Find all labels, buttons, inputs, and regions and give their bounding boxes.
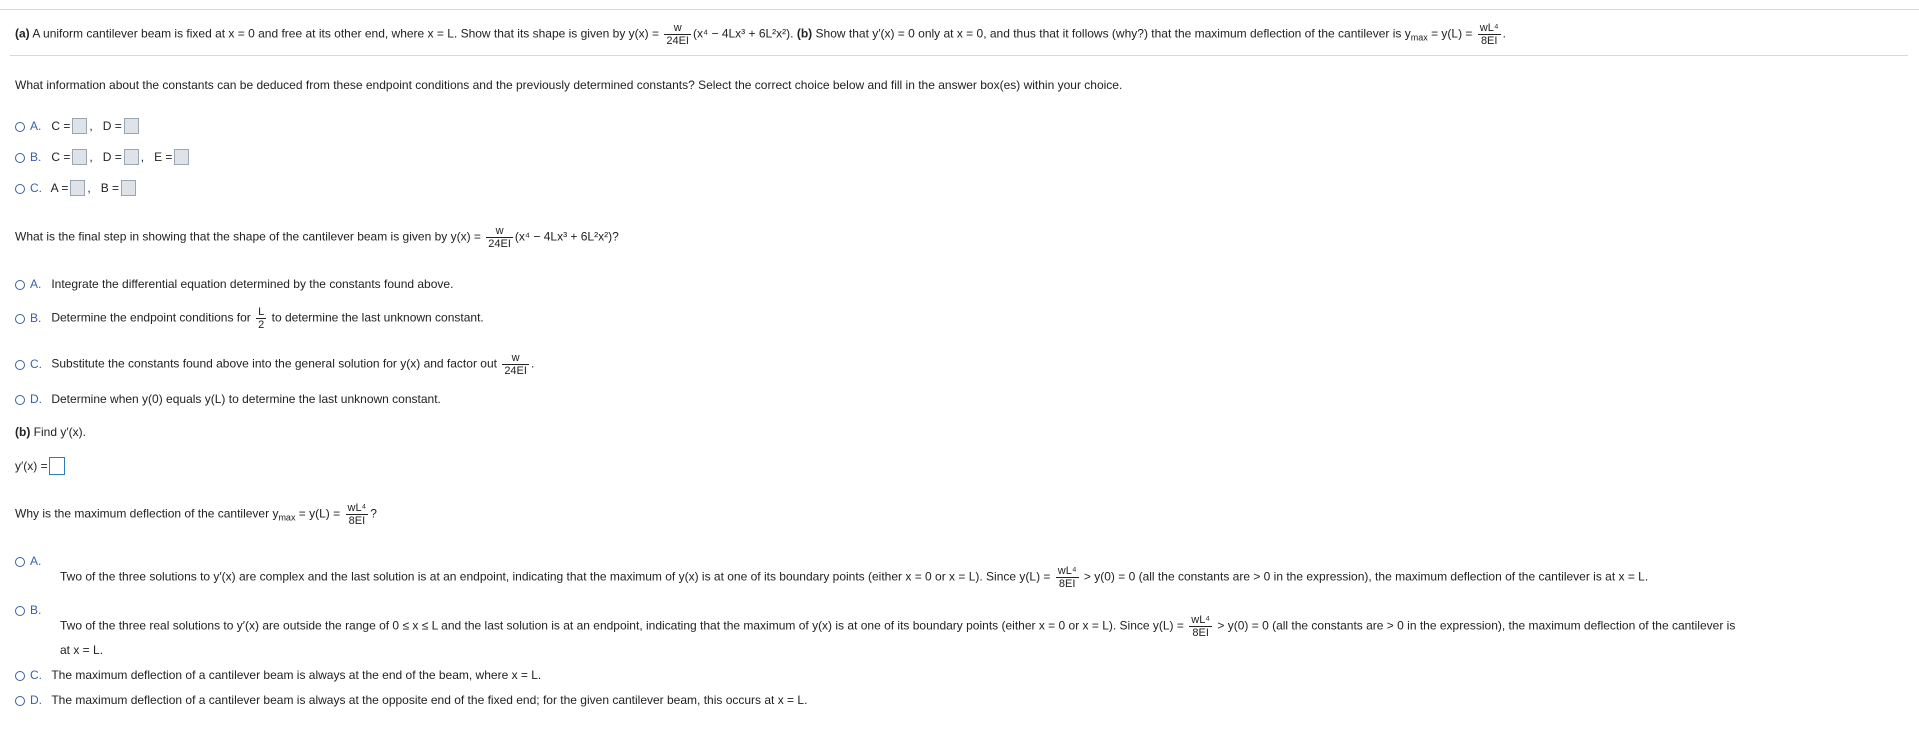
fraction-w-24ei: $\frac{w}{24EI}$ bbox=[666, 22, 689, 47]
answer-box-b[interactable] bbox=[121, 180, 136, 196]
radio-button[interactable] bbox=[15, 184, 25, 194]
part-b-text-2: = y(L) = bbox=[1431, 26, 1473, 41]
radio-button[interactable] bbox=[15, 557, 25, 567]
part-b-label: (b) bbox=[796, 26, 813, 41]
fraction-wl4-8ei: $\frac{\text{wL⁴}}{8EI}$ bbox=[1191, 614, 1211, 639]
part-a-text: A uniform cantilever beam is fixed at x = 0 and free at its other end, where x = L. Show that its shape is given by y(x) = bbox=[32, 26, 659, 41]
answer-box-d[interactable] bbox=[124, 118, 139, 134]
q2-option-d[interactable]: D. Determine when y(0) equals y(L) to determine the last unknown constant. bbox=[15, 391, 441, 407]
section-divider bbox=[10, 55, 1908, 56]
answer-box-e[interactable] bbox=[174, 149, 189, 165]
q1-option-c[interactable]: C. A = , B = bbox=[15, 180, 138, 196]
q2-option-c[interactable]: C. Substitute the constants found above into the general solution for y(x) and factor out $\frac{w}{24EI}$ . bbox=[15, 352, 534, 377]
derivative-answer-input[interactable] bbox=[49, 457, 65, 475]
radio-button[interactable] bbox=[15, 122, 25, 132]
fraction-w-24ei: $\frac{w}{24EI}$ bbox=[504, 352, 527, 377]
q3-prompt: (b) Find y′(x). bbox=[15, 425, 86, 439]
q1-option-b[interactable]: B. C = , D = , E = bbox=[15, 149, 191, 165]
q2-prompt: What is the final step in showing that the shape of the cantilever beam is given by y(x) = $\frac{w}{24EI}$ (x⁴ − 4Lx³ + 6L²x²)? bbox=[15, 225, 619, 250]
q2-option-a[interactable]: A. Integrate the differential equation determined by the constants found above. bbox=[15, 276, 453, 292]
fraction-wl4-8ei: $\frac{\text{wL⁴}}{8EI}$ bbox=[1479, 22, 1499, 47]
radio-button[interactable] bbox=[15, 696, 25, 706]
part-a-label: (a) bbox=[15, 26, 30, 41]
q4-prompt: Why is the maximum deflection of the cantilever $y_{max} = y(L)$ = $\frac{\text{wL⁴}}{8EI}$ ? bbox=[15, 502, 377, 527]
top-divider bbox=[0, 9, 1919, 10]
problem-statement: (a) A uniform cantilever beam is fixed at x = 0 and free at its other end, where x = L. Show that its shape is given by y(x) = $\frac{w}{24EI}$ (x⁴ − 4Lx³ + 6L²x²). (b) Show that y′(x) = 0 only at x = 0, and thus that it follows (why?) that the maximum deflection of the cantilever is $y_{max} = y(L)$ = $\frac{\text{wL⁴}}{8EI}$ . bbox=[15, 22, 1506, 47]
q4-option-b-header[interactable]: B. bbox=[15, 602, 48, 618]
answer-box-d[interactable] bbox=[124, 149, 139, 165]
radio-button[interactable] bbox=[15, 314, 25, 324]
fraction-l-2: $\frac{L}{2}$ bbox=[258, 306, 265, 331]
q1-option-a[interactable]: A. C = , D = bbox=[15, 118, 141, 134]
q1-prompt: What information about the constants can be deduced from these endpoint conditions and the previously determined constants? Select the correct choice below and fill in the answer box(es) within your choice. bbox=[15, 78, 1123, 92]
radio-button[interactable] bbox=[15, 395, 25, 405]
answer-box-c[interactable] bbox=[72, 118, 87, 134]
q2-option-b[interactable]: B. Determine the endpoint conditions for $\frac{L}{2}$ to determine the last unknown constant. bbox=[15, 306, 484, 331]
fraction-w-24ei: $\frac{w}{24EI}$ bbox=[488, 225, 511, 250]
part-a-expression: (x⁴ − 4Lx³ + 6L²x²). bbox=[692, 26, 794, 41]
q4-option-a-text[interactable]: Two of the three solutions to y′(x) are complex and the last solution is at an endpoint, indicating that the maximum of y(x) is at one of its boundary points (either x = 0 or x = L). Since y(L) = $\frac{\text{wL⁴}}{8EI}$ > y(0) = 0 (all the constants are > 0 in the expression), the maximum deflection of the cantilever is at x = L. bbox=[60, 565, 1649, 590]
answer-box-a[interactable] bbox=[70, 180, 85, 196]
q4-option-b-text-cont: at x = L. bbox=[60, 643, 104, 657]
answer-box-c[interactable] bbox=[72, 149, 87, 165]
fraction-wl4-8ei: $\frac{\text{wL⁴}}{8EI}$ bbox=[1057, 565, 1077, 590]
part-b-text: Show that y′(x) = 0 only at x = 0, and thus that it follows (why?) that the maximum deflection of the cantilever is y bbox=[815, 26, 1411, 41]
radio-button[interactable] bbox=[15, 153, 25, 163]
fraction-wl4-8ei: $\frac{\text{wL⁴}}{8EI}$ bbox=[347, 502, 367, 527]
q3-answer: y′(x) = bbox=[15, 457, 65, 475]
radio-button[interactable] bbox=[15, 360, 25, 370]
q4-option-b-text[interactable]: Two of the three real solutions to y′(x) are outside the range of 0 ≤ x ≤ L and the last solution is at an endpoint, indicating that the maximum of y(x) is at one of its boundary points (either x = 0 or x = L). Since y(L) = $\frac{\text{wL⁴}}{8EI}$ > y(0) = 0 (all the constants are > 0 in the expression), the maximum deflection of the cantilever is bbox=[60, 614, 1736, 639]
radio-button[interactable] bbox=[15, 606, 25, 616]
q4-option-a-header[interactable]: A. bbox=[15, 553, 48, 569]
radio-button[interactable] bbox=[15, 671, 25, 681]
q4-option-d[interactable]: D. The maximum deflection of a cantilever beam is always at the opposite end of the fixed end; for the given cantilever beam, this occurs at x = L. bbox=[15, 692, 807, 708]
q4-option-c[interactable]: C. The maximum deflection of a cantilever beam is always at the end of the beam, where x = L. bbox=[15, 667, 541, 683]
radio-button[interactable] bbox=[15, 280, 25, 290]
ymax-subscript: max bbox=[1410, 32, 1428, 43]
